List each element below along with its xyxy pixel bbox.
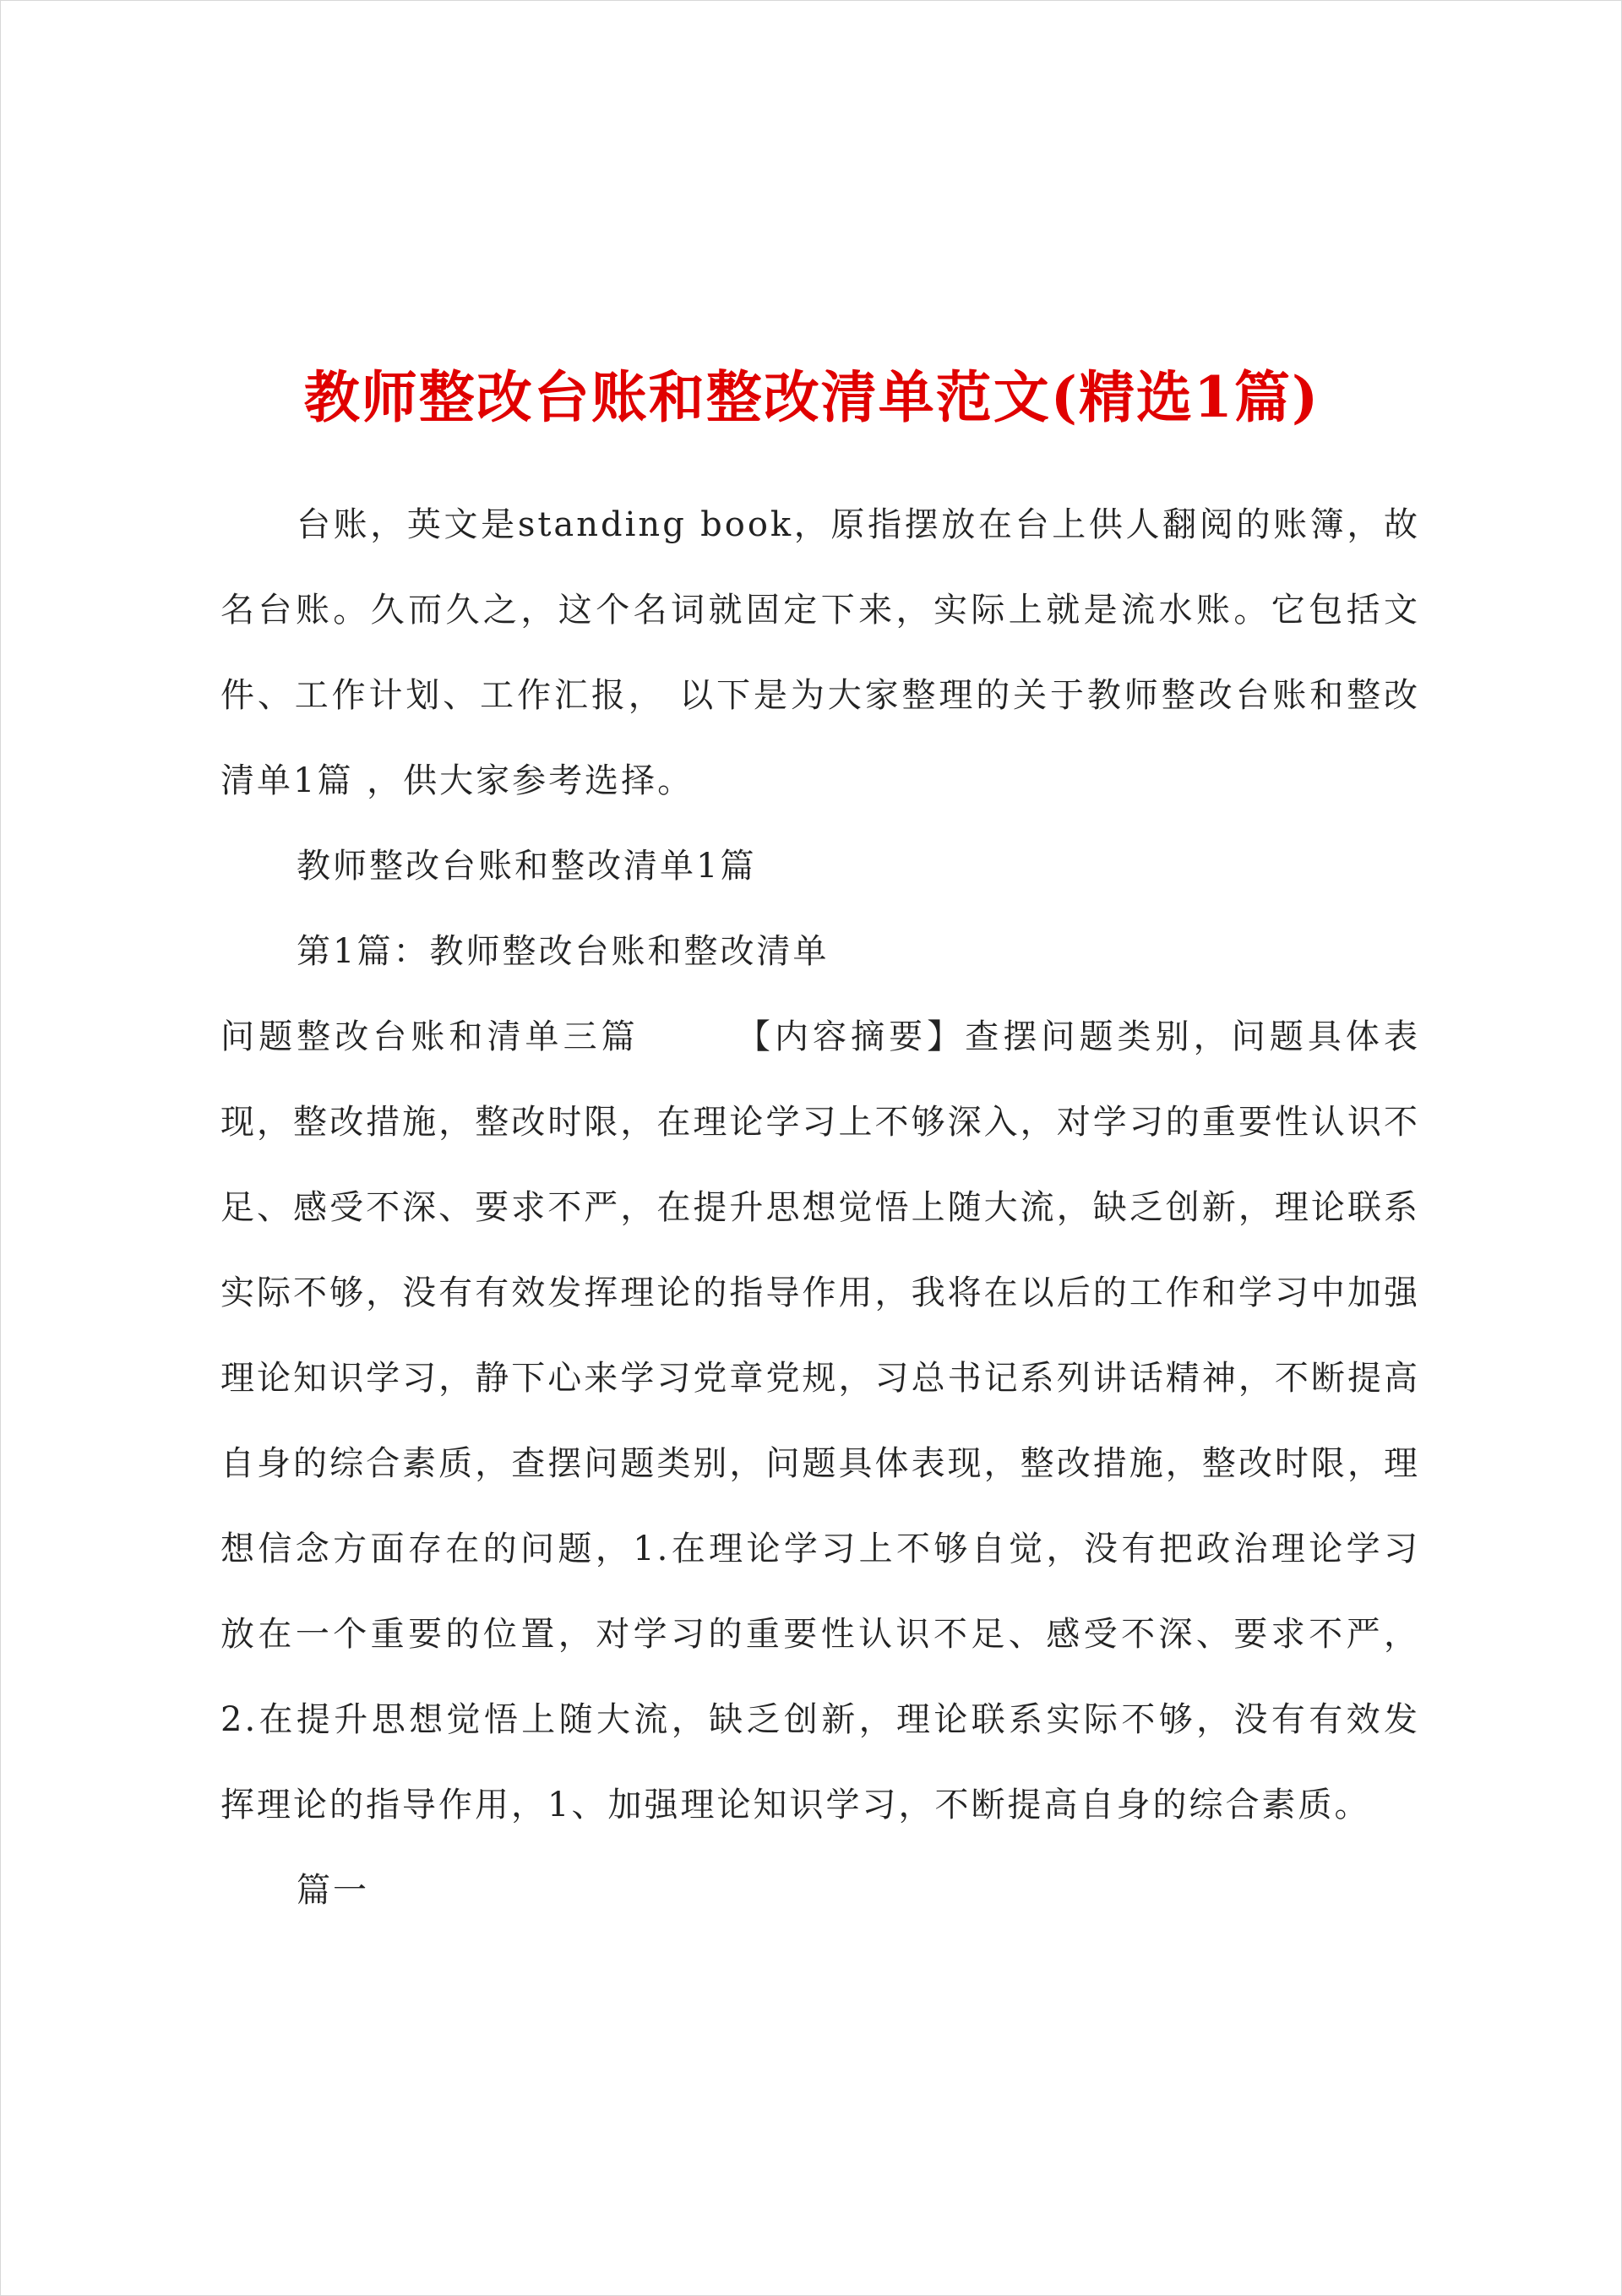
document-body (220, 483, 1420, 1933)
intro-paragraph: 台账，英文是standing book，原指摆放在台上供人翻阅的账簿，故名台账。久而久之，这个名词就固定下来，实际上就是流水账。它包括文件、工作计划、工作汇报， 以下是为大家整理的关于教师整改台账和整改清单1篇 ，供大家参考选择。 (220, 505, 1420, 800)
section-label: 篇一 (297, 1871, 369, 1910)
subheading: 教师整改台账和整改清单1篇 (297, 847, 757, 886)
document-title: 教师整改台账和整改清单范文(精选1篇) (303, 364, 1320, 431)
chapter-heading: 第1篇：教师整改台账和整改清单 (297, 932, 830, 971)
body-paragraph: 问题整改台账和清单三篇 【内容摘要】查摆问题类别，问题具体表现，整改措施，整改时限，在理论学习上不够深入，对学习的重要性认识不足、感受不深、要求不严，在提升思想觉悟上随大流，缺乏创新，理论联系实际不够，没有有效发挥理论的指导作用，我将在以后的工作和学习中加强理论知识学习，静下心来学习党章党规，习总书记系列讲话精神，不断提高自身的综合素质，查摆问题类别，问题具体表现，整改措施，整改时限，理想信念方面存在的问题，1.在理论学习上不够自觉，没有把政治理论学习放在一个重要的位置，对学习的重要性认识不足、感受不深、要求不严，2.在提升思想觉悟上随大流，缺乏创新，理论联系实际不够，没有有效发挥理论的指导作用，1、加强理论知识学习，不断提高自身的综合素质。 (220, 1017, 1420, 1824)
